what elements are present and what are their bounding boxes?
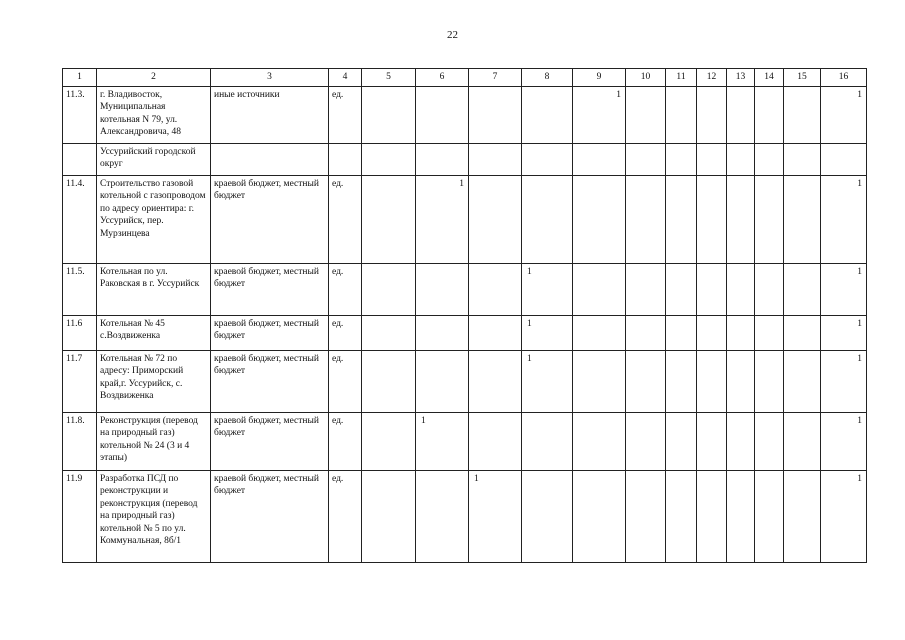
year-cell [522, 176, 573, 264]
year-cell [522, 471, 573, 563]
year-cell [626, 87, 666, 144]
year-cell [573, 316, 626, 351]
year-cell [821, 351, 867, 413]
year-cell [416, 351, 469, 413]
year-cell [755, 351, 784, 413]
year-cell [469, 351, 522, 413]
year-cell [362, 471, 416, 563]
unit: ед. [329, 176, 362, 264]
year-cell [666, 87, 697, 144]
year-cell [416, 176, 469, 264]
year-cell [821, 176, 867, 264]
column-header: 11 [666, 69, 697, 87]
year-cell [755, 144, 784, 176]
year-cell [362, 87, 416, 144]
object-name: Котельная № 45 с.Воздвиженка [97, 316, 211, 351]
column-header: 16 [821, 69, 867, 87]
year-cell [666, 264, 697, 316]
year-cell [755, 471, 784, 563]
year-cell [727, 351, 755, 413]
funding-source [211, 144, 329, 176]
year-cell [522, 264, 573, 316]
year-cell [573, 87, 626, 144]
column-header: 13 [727, 69, 755, 87]
cell-value: 1 [857, 416, 862, 426]
table-row [63, 176, 867, 264]
column-header: 3 [211, 69, 329, 87]
funding-source: краевой бюджет, местный бюджет [211, 351, 329, 413]
table-row [63, 316, 867, 351]
year-cell [362, 144, 416, 176]
year-cell [416, 471, 469, 563]
year-cell [362, 351, 416, 413]
year-cell [469, 144, 522, 176]
year-cell [626, 471, 666, 563]
year-cell [416, 316, 469, 351]
year-cell [362, 264, 416, 316]
year-cell [755, 316, 784, 351]
year-cell [469, 264, 522, 316]
year-cell [573, 413, 626, 471]
cell-value: 1 [527, 354, 532, 364]
year-cell [784, 351, 821, 413]
year-cell [573, 351, 626, 413]
year-cell [727, 264, 755, 316]
year-cell [522, 144, 573, 176]
year-cell [469, 87, 522, 144]
row-number [63, 144, 97, 176]
year-cell [469, 413, 522, 471]
year-cell [469, 316, 522, 351]
cell-value: 1 [527, 319, 532, 329]
year-cell [666, 413, 697, 471]
column-header: 7 [469, 69, 522, 87]
row-number: 11.8. [63, 413, 97, 471]
funding-source: краевой бюджет, местный бюджет [211, 264, 329, 316]
row-number: 11.7 [63, 351, 97, 413]
cell-value: 1 [857, 179, 862, 189]
year-cell [573, 471, 626, 563]
row-number: 11.9 [63, 471, 97, 563]
column-header: 14 [755, 69, 784, 87]
object-name: Котельная № 72 по адресу: Приморский край,г. Уссурийск, с. Воздвиженка [97, 351, 211, 413]
row-number: 11.5. [63, 264, 97, 316]
row-number: 11.6 [63, 316, 97, 351]
object-name: Котельная по ул. Раковская в г. Уссурийск [97, 264, 211, 316]
column-header: 8 [522, 69, 573, 87]
object-name: Строительство газовой котельной с газопроводом по адресу ориентира: г. Уссурийск, пер. Мурзинцева [97, 176, 211, 264]
funding-source: иные источники [211, 87, 329, 144]
row-number: 11.4. [63, 176, 97, 264]
year-cell [626, 413, 666, 471]
year-cell [697, 471, 727, 563]
year-cell [821, 316, 867, 351]
object-name: г. Владивосток, Муниципальная котельная N 79, ул. Александровича, 48 [97, 87, 211, 144]
funding-source: краевой бюджет, местный бюджет [211, 316, 329, 351]
year-cell [784, 413, 821, 471]
year-cell [784, 87, 821, 144]
year-cell [697, 351, 727, 413]
cell-value: 1 [616, 90, 621, 100]
year-cell [666, 144, 697, 176]
column-header: 15 [784, 69, 821, 87]
year-cell [727, 316, 755, 351]
table-row [63, 413, 867, 471]
year-cell [697, 316, 727, 351]
year-cell [573, 144, 626, 176]
table-header-row [63, 69, 867, 87]
year-cell [666, 316, 697, 351]
year-cell [784, 316, 821, 351]
year-cell [821, 413, 867, 471]
column-header: 2 [97, 69, 211, 87]
unit: ед. [329, 316, 362, 351]
cell-value: 1 [857, 474, 862, 484]
unit [329, 144, 362, 176]
year-cell [784, 176, 821, 264]
year-cell [821, 264, 867, 316]
column-header: 9 [573, 69, 626, 87]
year-cell [821, 87, 867, 144]
table-row [63, 87, 867, 144]
year-cell [755, 87, 784, 144]
table-row [63, 471, 867, 563]
object-name: Разработка ПСД по реконструкции и реконструкция (перевод на природный газ) котельной № 5 по ул. Коммунальная, 8б/1 [97, 471, 211, 563]
year-cell [416, 144, 469, 176]
year-cell [362, 413, 416, 471]
year-cell [416, 413, 469, 471]
year-cell [666, 471, 697, 563]
year-cell [784, 471, 821, 563]
cell-value: 1 [857, 90, 862, 100]
row-number: 11.3. [63, 87, 97, 144]
unit: ед. [329, 351, 362, 413]
year-cell [573, 264, 626, 316]
column-header: 12 [697, 69, 727, 87]
cell-value: 1 [857, 267, 862, 277]
year-cell [626, 176, 666, 264]
funding-source: краевой бюджет, местный бюджет [211, 471, 329, 563]
funding-source: краевой бюджет, местный бюджет [211, 176, 329, 264]
year-cell [697, 87, 727, 144]
table-row [63, 144, 867, 176]
column-header: 10 [626, 69, 666, 87]
column-header: 1 [63, 69, 97, 87]
cell-value: 1 [459, 179, 464, 189]
funding-source: краевой бюджет, местный бюджет [211, 413, 329, 471]
year-cell [362, 176, 416, 264]
year-cell [666, 176, 697, 264]
table-row [63, 351, 867, 413]
year-cell [727, 413, 755, 471]
column-header: 5 [362, 69, 416, 87]
cell-value: 1 [421, 416, 426, 426]
column-header: 4 [329, 69, 362, 87]
year-cell [522, 87, 573, 144]
unit: ед. [329, 87, 362, 144]
year-cell [727, 144, 755, 176]
program-table [62, 68, 867, 563]
year-cell [697, 144, 727, 176]
column-header: 6 [416, 69, 469, 87]
year-cell [697, 176, 727, 264]
year-cell [469, 176, 522, 264]
object-name: Реконструкция (перевод на природный газ) котельной № 24 (3 и 4 этапы) [97, 413, 211, 471]
year-cell [416, 264, 469, 316]
year-cell [573, 176, 626, 264]
year-cell [755, 176, 784, 264]
year-cell [626, 144, 666, 176]
year-cell [522, 316, 573, 351]
year-cell [755, 413, 784, 471]
year-cell [784, 264, 821, 316]
year-cell [626, 316, 666, 351]
unit: ед. [329, 471, 362, 563]
year-cell [821, 471, 867, 563]
year-cell [727, 87, 755, 144]
year-cell [727, 471, 755, 563]
year-cell [697, 413, 727, 471]
year-cell [697, 264, 727, 316]
year-cell [755, 264, 784, 316]
year-cell [469, 471, 522, 563]
cell-value: 1 [857, 319, 862, 329]
year-cell [522, 413, 573, 471]
year-cell [522, 351, 573, 413]
year-cell [784, 144, 821, 176]
year-cell [362, 316, 416, 351]
object-name: Уссурийский городской округ [97, 144, 211, 176]
year-cell [666, 351, 697, 413]
cell-value: 1 [474, 474, 479, 484]
page-number: 22 [447, 29, 458, 41]
year-cell [821, 144, 867, 176]
table-row [63, 264, 867, 316]
year-cell [626, 351, 666, 413]
year-cell [727, 176, 755, 264]
cell-value: 1 [857, 354, 862, 364]
unit: ед. [329, 413, 362, 471]
year-cell [626, 264, 666, 316]
cell-value: 1 [527, 267, 532, 277]
unit: ед. [329, 264, 362, 316]
year-cell [416, 87, 469, 144]
